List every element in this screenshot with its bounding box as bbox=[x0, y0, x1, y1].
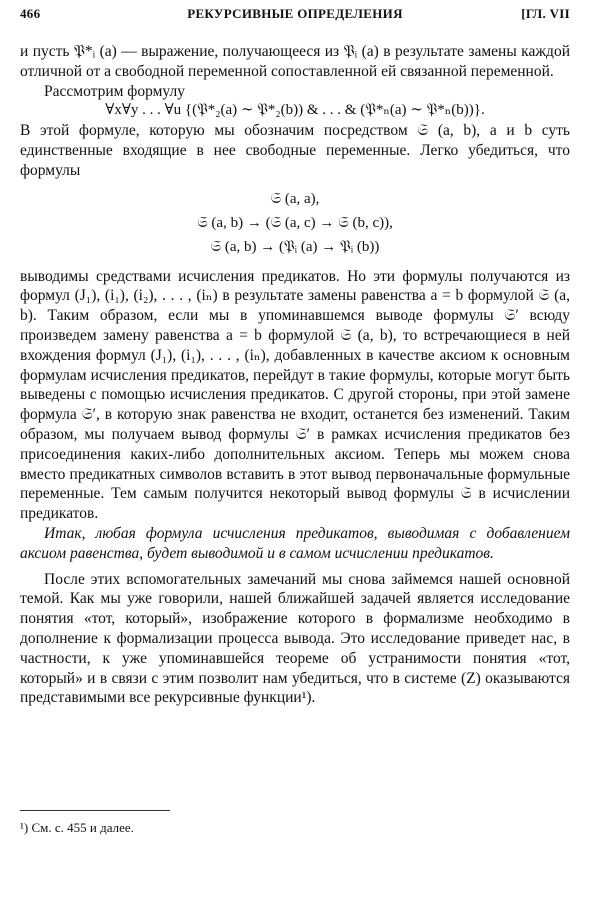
running-title: РЕКУРСИВНЫЕ ОПРЕДЕЛЕНИЯ bbox=[187, 6, 403, 21]
paragraph-4: выводимы средствами исчисления предикатов. Но эти формулы получаются из формул (J₁), (i₁), (i₂), . . . , (iₙ) в результате замены равенства a = b формулой 𝔖 (a, b). Таким образом, если мы в упоминавшемся выводе формулы 𝔖′ всюду произведем замену равенства a = b формулой 𝔖 (a, b), то встречающиеся в ней вхождения формул (J₁), (i₁), . . . , (iₙ), добавленных в качестве аксиом к основным формулам исчисления предикатов, перейдут в такие формулы, которые могут быть выведены с помощью исчисления предикатов. С другой стороны, при этой замене формула 𝔖′, в которую знак равенства не входит, останется без изменений. Таким образом, мы получаем вывод формулы 𝔖′ в рамках исчисления предикатов без присоединения каких-либо дополнительных аксиом. Теперь мы можем снова вместо предикатных символов вставить в этот вывод первоначальные формульные переменные. Тем самым получится некоторый вывод формулы 𝔖 в исчислении предикатов. bbox=[20, 267, 570, 523]
formula-1: ∀x∀y . . . ∀u {(𝔓*₂(a) ∼ 𝔓*₂(b)) & . . . & (𝔓*ₙ(a) ∼ 𝔓*ₙ(b))}. bbox=[105, 102, 485, 119]
formula-4: 𝔖 (a, b) → (𝔓ᵢ (a) → 𝔓ᵢ (b)) bbox=[210, 238, 380, 255]
paragraph-3: В этой формуле, которую мы обозначим посредством 𝔖 (a, b), a и b суть единственные входящие в нее свободные переменные. Легко убедиться, что формулы bbox=[20, 122, 570, 179]
paragraph-6: После этих вспомогательных замечаний мы снова займемся нашей основной темой. Как мы уже говорили, нашей ближайшей задачей является исследование понятия «тот, который», изображение которого в формализме необходимо в дополнение к формализации процесса вывода. Это исследование приведет нас, в частности, к уже упоминавшейся теореме об устранимости понятия «тот, который» и в связи с этим позволит нам убедиться, что в системе (Z) оказываются представимыми все рекурсивные функции¹). bbox=[20, 570, 570, 707]
paragraph-1: и пусть 𝔓*ᵢ (a) — выражение, получающееся из 𝔓ᵢ (a) в результате замены каждой отличной от a свободной переменной сопоставленной ей связанной переменной. bbox=[20, 43, 570, 80]
paragraph-2: Рассмотрим формулу bbox=[44, 82, 185, 100]
footnote: ¹) См. с. 455 и далее. bbox=[20, 820, 134, 835]
formula-block bbox=[20, 187, 570, 259]
chapter-label: [ГЛ. VII bbox=[521, 6, 570, 21]
running-head bbox=[20, 6, 570, 26]
footnote-rule bbox=[20, 810, 170, 811]
formula-3: 𝔖 (a, b) → (𝔖 (a, c) → 𝔖 (b, c)), bbox=[197, 214, 393, 231]
page-number: 466 bbox=[20, 6, 41, 21]
paragraph-5-theorem: Итак, любая формула исчисления предикатов, выводимая с добавлением аксиом равенства, будет выводимой и в самом исчислении предикатов. bbox=[20, 524, 570, 562]
page-body bbox=[20, 42, 570, 708]
formula-2: 𝔖 (a, a), bbox=[270, 190, 320, 207]
